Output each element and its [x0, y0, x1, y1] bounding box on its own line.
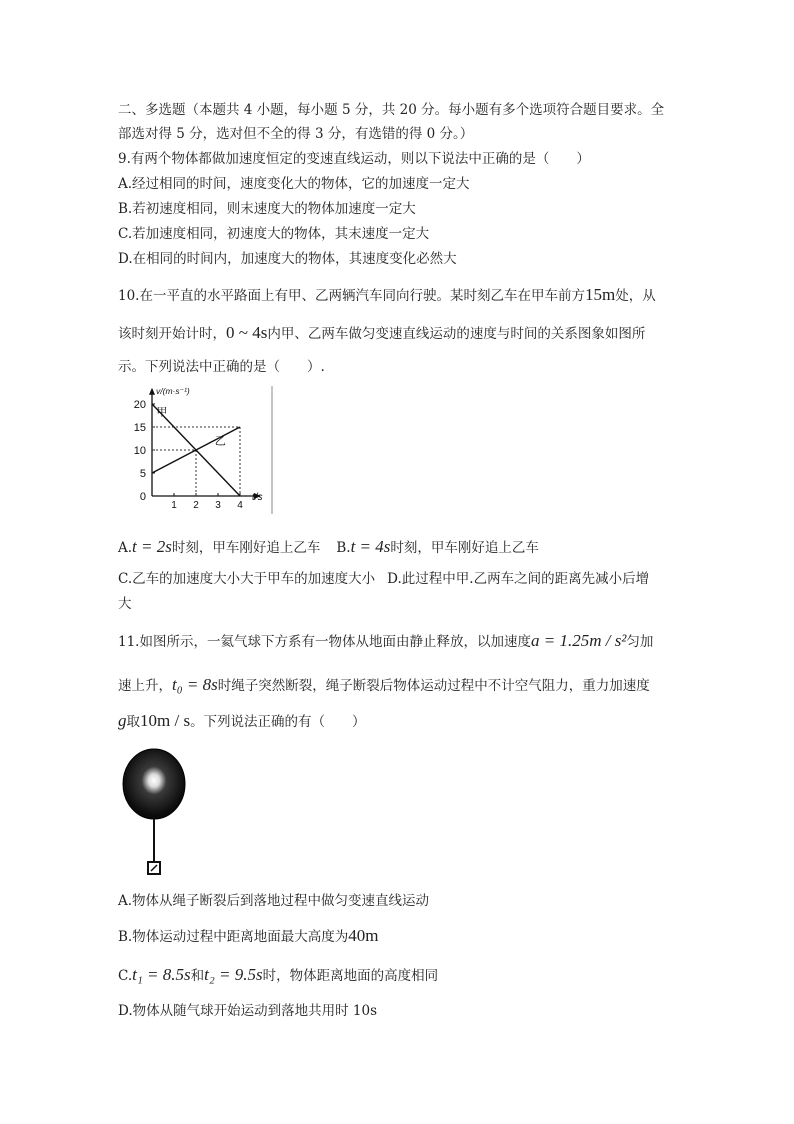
y-axis-arrow: [149, 388, 155, 395]
q11-stem-line2: 速上升，t₀ = 8s时绳子突然断裂，绳子断裂后物体运动过程中不计空气阻力，重力加速度: [118, 675, 650, 694]
q11-option-b: B.物体运动过程中距离地面最大高度为40m: [118, 926, 379, 945]
q10-option-d: D.此过程中甲.乙两车之间的距离先减小后增: [387, 571, 650, 587]
y-tick-label: 15: [133, 422, 146, 434]
q11-option-a: A.物体从绳子断裂后到落地过程中做匀变速直线运动: [118, 893, 430, 909]
q11-option-c-math2: t₂ = 9.5s: [204, 965, 263, 984]
q10-options-cd: [118, 570, 649, 588]
q11-accel-math: a = 1.25m / s²: [530, 631, 627, 650]
q9-option-b: B.若初速度相同，则末速度大的物体加速度一定大: [118, 201, 416, 217]
y-tick-label: 0: [139, 491, 146, 503]
q10-stem-line1: 10.在一平直的水平路面上有甲、乙两辆汽车同向行驶。某时刻乙车在甲车前方15m处，从: [118, 285, 656, 304]
q9-option-d: D.在相同的时间内，加速度大的物体，其速度变化必然大: [118, 251, 457, 267]
q11-stem-line1: 11.如图所示，一氦气球下方系有一物体从地面由静止释放，以加速度a = 1.25m / s²匀加: [118, 631, 654, 650]
x-tick-label: 1: [171, 500, 177, 511]
section-heading-line1: 二、多选题（本题共 4 小题，每小题 5 分，共 20 分。每小题有多个选项符合题目要求。全: [118, 102, 665, 118]
q10-distance-math: 15m: [584, 285, 616, 304]
q10-stem-line2: 该时刻开始计时，0 ~ 4s内甲、乙两车做匀变速直线运动的速度与时间的关系图象如图所: [118, 323, 646, 342]
q10-stem-line3: 示。下列说法中正确的是（ ）.: [118, 359, 325, 375]
q10-option-a-math: t = 2s: [132, 537, 172, 556]
q10-option-b-text: 时刻，甲车刚好追上乙车: [390, 540, 539, 556]
q10-option-a-text: 时刻，甲车刚好追上乙车: [171, 540, 321, 556]
q10-option-c: C.乙车的加速度大小大于甲车的加速度大小: [118, 571, 376, 587]
q11-option-c: C.t₁ = 8.5s和t₂ = 9.5s时，物体距离地面的高度相同: [118, 965, 439, 984]
series-label-jia: 甲: [156, 406, 168, 419]
balloon-icon: [123, 749, 185, 819]
y-tick-label: 5: [139, 468, 146, 480]
q9-option-c: C.若加速度相同，初速度大的物体，其末速度一定大: [118, 226, 430, 242]
series-label-yi: 乙: [214, 435, 226, 448]
y-tick-label: 20: [133, 399, 146, 411]
q11-stem-line3: g取10m / s。下列说法正确的有（ ）: [118, 711, 366, 730]
q10-interval-math: 0 ~ 4s: [226, 323, 268, 342]
q11-option-b-math: 40m: [348, 926, 379, 945]
x-tick-label: 3: [215, 500, 221, 511]
x-tick-label: 4: [237, 500, 243, 511]
x-axis-label: t/s: [252, 492, 263, 503]
dashed-guide-0: [152, 450, 196, 496]
q11-time-math: t₀ = 8s: [172, 675, 218, 694]
q10-option-d-cont: 大: [118, 596, 132, 612]
q11-balloon-figure: [119, 746, 189, 886]
y-tick-label: 10: [133, 445, 146, 457]
q9-option-a: A.经过相同的时间，速度变化大的物体，它的加速度一定大: [118, 176, 470, 192]
x-tick-label: 2: [193, 500, 199, 511]
y-axis-label: v/(m·s⁻¹): [156, 385, 190, 396]
section-heading-line2: 部选对得 5 分，选对但不全的得 3 分，有选错的得 0 分。）: [118, 126, 474, 142]
q10-option-b-math: t = 4s: [350, 537, 391, 556]
q10-vt-graph: [118, 386, 278, 516]
q10-options-ab: A.t = 2s时刻，甲车刚好追上乙车 B.t = 4s时刻，甲车刚好追上乙车: [118, 537, 539, 556]
q11-option-c-math1: t₁ = 8.5s: [132, 965, 191, 984]
q11-option-d: D.物体从随气球开始运动到落地共用时 10s: [118, 1003, 378, 1019]
q9-stem: 9.有两个物体都做加速度恒定的变速直线运动，则以下说法中正确的是（ ）: [118, 151, 590, 167]
q11-gravity-math: 10m / s: [140, 711, 191, 730]
dashed-guide-1: [152, 427, 240, 496]
